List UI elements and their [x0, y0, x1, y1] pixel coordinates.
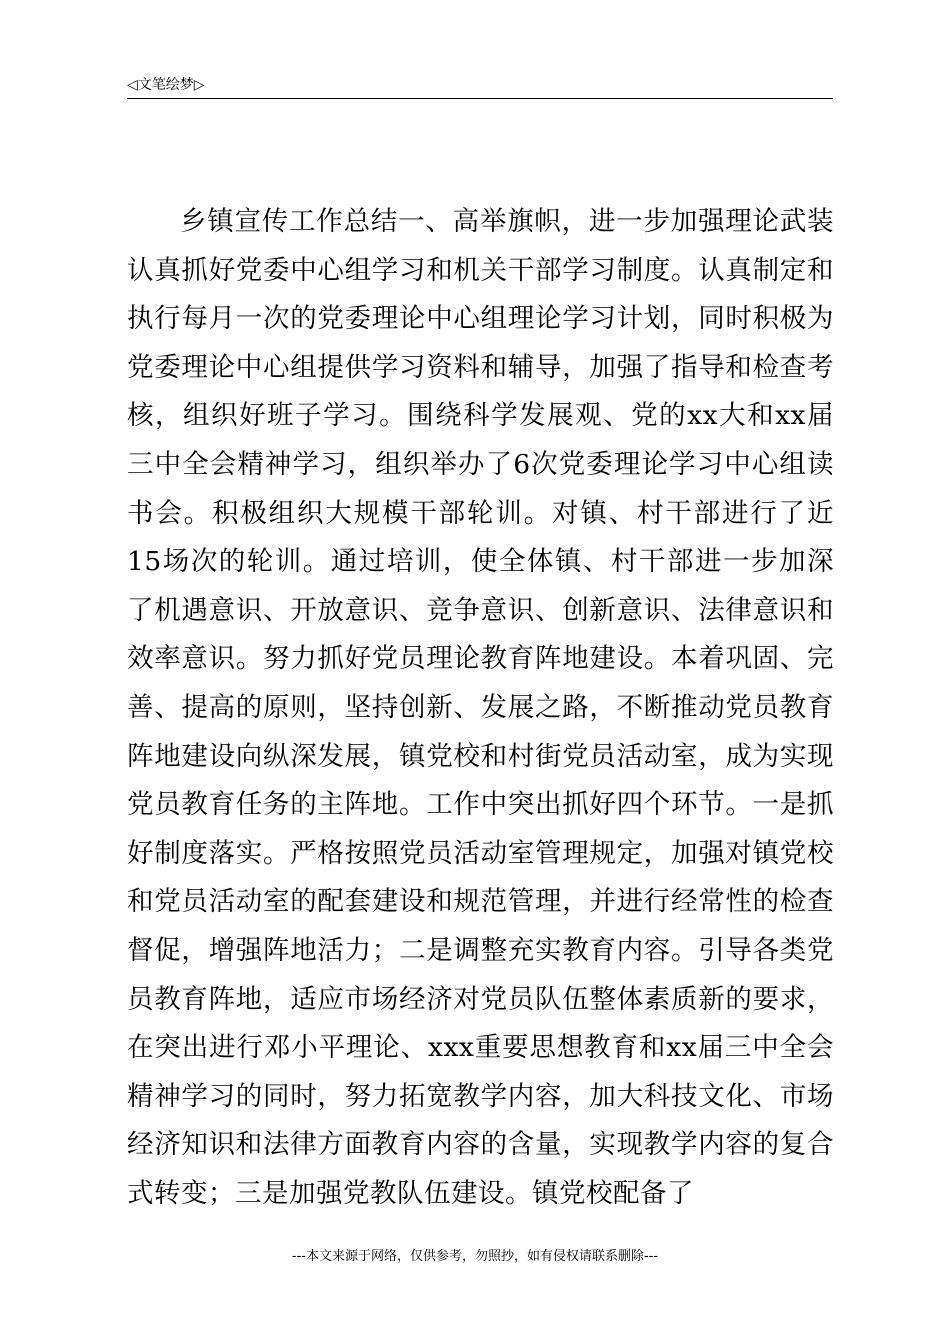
header-title: ◁文笔绘梦▷	[127, 77, 205, 93]
main-paragraph: 乡镇宣传工作总结一、高举旗帜，进一步加强理论武装认真抓好党委中心组学习和机关干部学习制度。认真制定和执行每月一次的党委理论中心组理论学习计划，同时积极为党委理论中心组提供学习资料和辅导，加强了指导和检查考核，组织好班子学习。围绕科学发展观、党的xx大和xx届三中全会精神学习，组织举办了6次党委理论学习中心组读书会。积极组织大规模干部轮训。对镇、村干部进行了近15场次的轮训。通过培训，使全体镇、村干部进一步加深了机遇意识、开放意识、竞争意识、创新意识、法律意识和效率意识。努力抓好党员理论教育阵地建设。本着巩固、完善、提高的原则，坚持创新、发展之路，不断推动党员教育阵地建设向纵深发展，镇党校和村街党员活动室，成为实现党员教育任务的主阵地。工作中突出抓好四个环节。一是抓好制度落实。严格按照党员活动室管理规定，加强对镇党校和党员活动室的配套建设和规范管理，并进行经常性的检查督促，增强阵地活力；二是调整充实教育内容。引导各类党员教育阵地，适应市场经济对党员队伍整体素质新的要求，在突出进行邓小平理论、xxx重要思想教育和xx届三中全会精神学习的同时，努力拓宽教学内容，加大科技文化、市场经济知识和法律方面教育内容的含量，实现教学内容的复合式转变；三是加强党教队伍建设。镇党校配备了	[127, 206, 834, 1209]
page-header	[127, 74, 833, 99]
footer-notice: ---本文来源于网络，仅供参考，勿照抄，如有侵权请联系删除---	[291, 1249, 659, 1264]
